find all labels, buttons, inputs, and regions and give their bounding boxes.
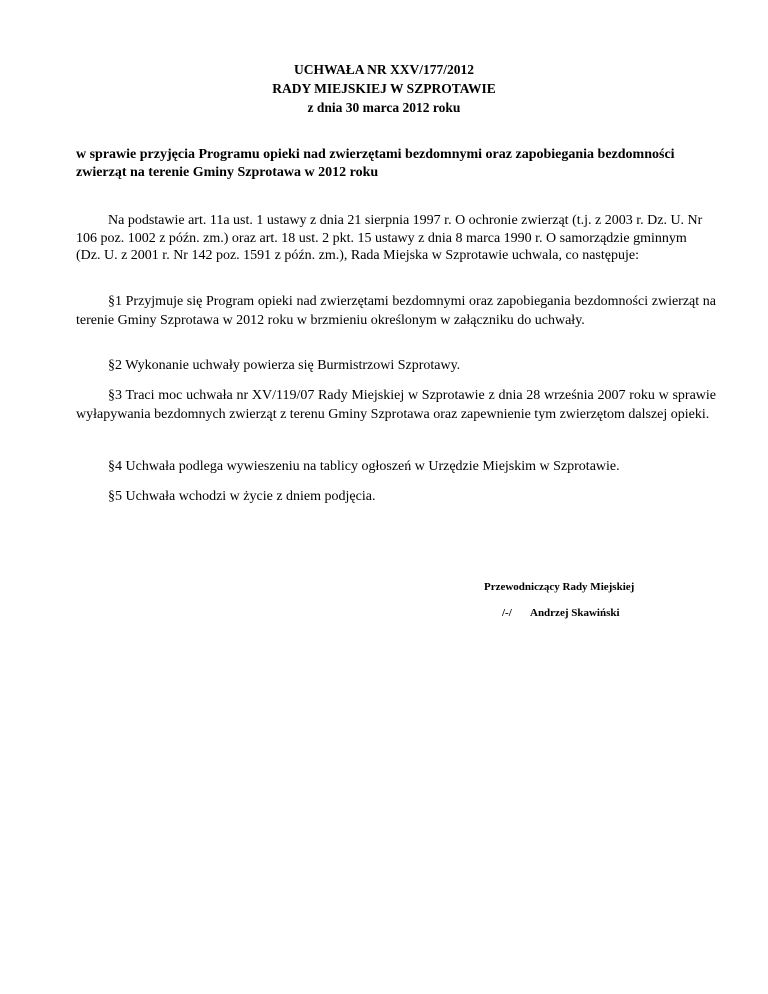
resolution-subject: w sprawie przyjęcia Programu opieki nad zwierzętami bezdomnymi oraz zapobiegania bezdomności zwierząt na terenie Gminy Szprotawa w 2012 roku: [76, 147, 675, 180]
resolution-header: [0, 60, 768, 117]
signature-title: Przewodniczący Rady Miejskiej: [484, 581, 635, 593]
paragraph-1: §1 Przyjmuje się Program opieki nad zwierzętami bezdomnymi oraz zapobiegania bezdomności zwierząt na terenie Gminy Szprotawa w 2012 roku w brzmieniu określonym w załączniku do uchwały.: [76, 294, 716, 328]
resolution-number: UCHWAŁA NR XXV/177/2012: [293, 62, 474, 77]
paragraph-2: §2 Wykonanie uchwały powierza się Burmistrzowi Szprotawy.: [108, 358, 461, 373]
paragraph-3: §3 Traci moc uchwała nr XV/119/07 Rady Miejskiej w Szprotawie z dnia 28 września 2007 roku w sprawie wyłapywania bezdomnych zwierząt z terenu Gminy Szprotawa oraz zapewnienie tym zwierzętom dalszej opieki.: [76, 388, 716, 422]
resolution-date: z dnia 30 marca 2012 roku: [307, 100, 461, 115]
signature-mark: /-/: [502, 607, 512, 619]
legal-basis: Na podstawie art. 11a ust. 1 ustawy z dnia 21 sierpnia 1997 r. O ochronie zwierząt (t.j. z 2003 r. Dz. U. Nr 106 poz. 1002 z późn. zm.) oraz art. 18 ust. 2 pkt. 15 ustawy z dnia 8 marca 1990 r. O samorządzie gminnym (Dz. U. z 2001 r. Nr 142 poz. 1591 z późn. zm.), Rada Miejska w Szprotawie uchwala, co następuje:: [76, 213, 703, 263]
paragraph-5: §5 Uchwała wchodzi w życie z dniem podjęcia.: [108, 489, 376, 504]
council-name: RADY MIEJSKIEJ W SZPROTAWIE: [272, 81, 496, 96]
signatory-name: Andrzej Skawiński: [530, 607, 620, 619]
signature-block: [502, 606, 620, 620]
paragraph-4: §4 Uchwała podlega wywieszeniu na tablicy ogłoszeń w Urzędzie Miejskim w Szprotawie.: [108, 459, 620, 474]
